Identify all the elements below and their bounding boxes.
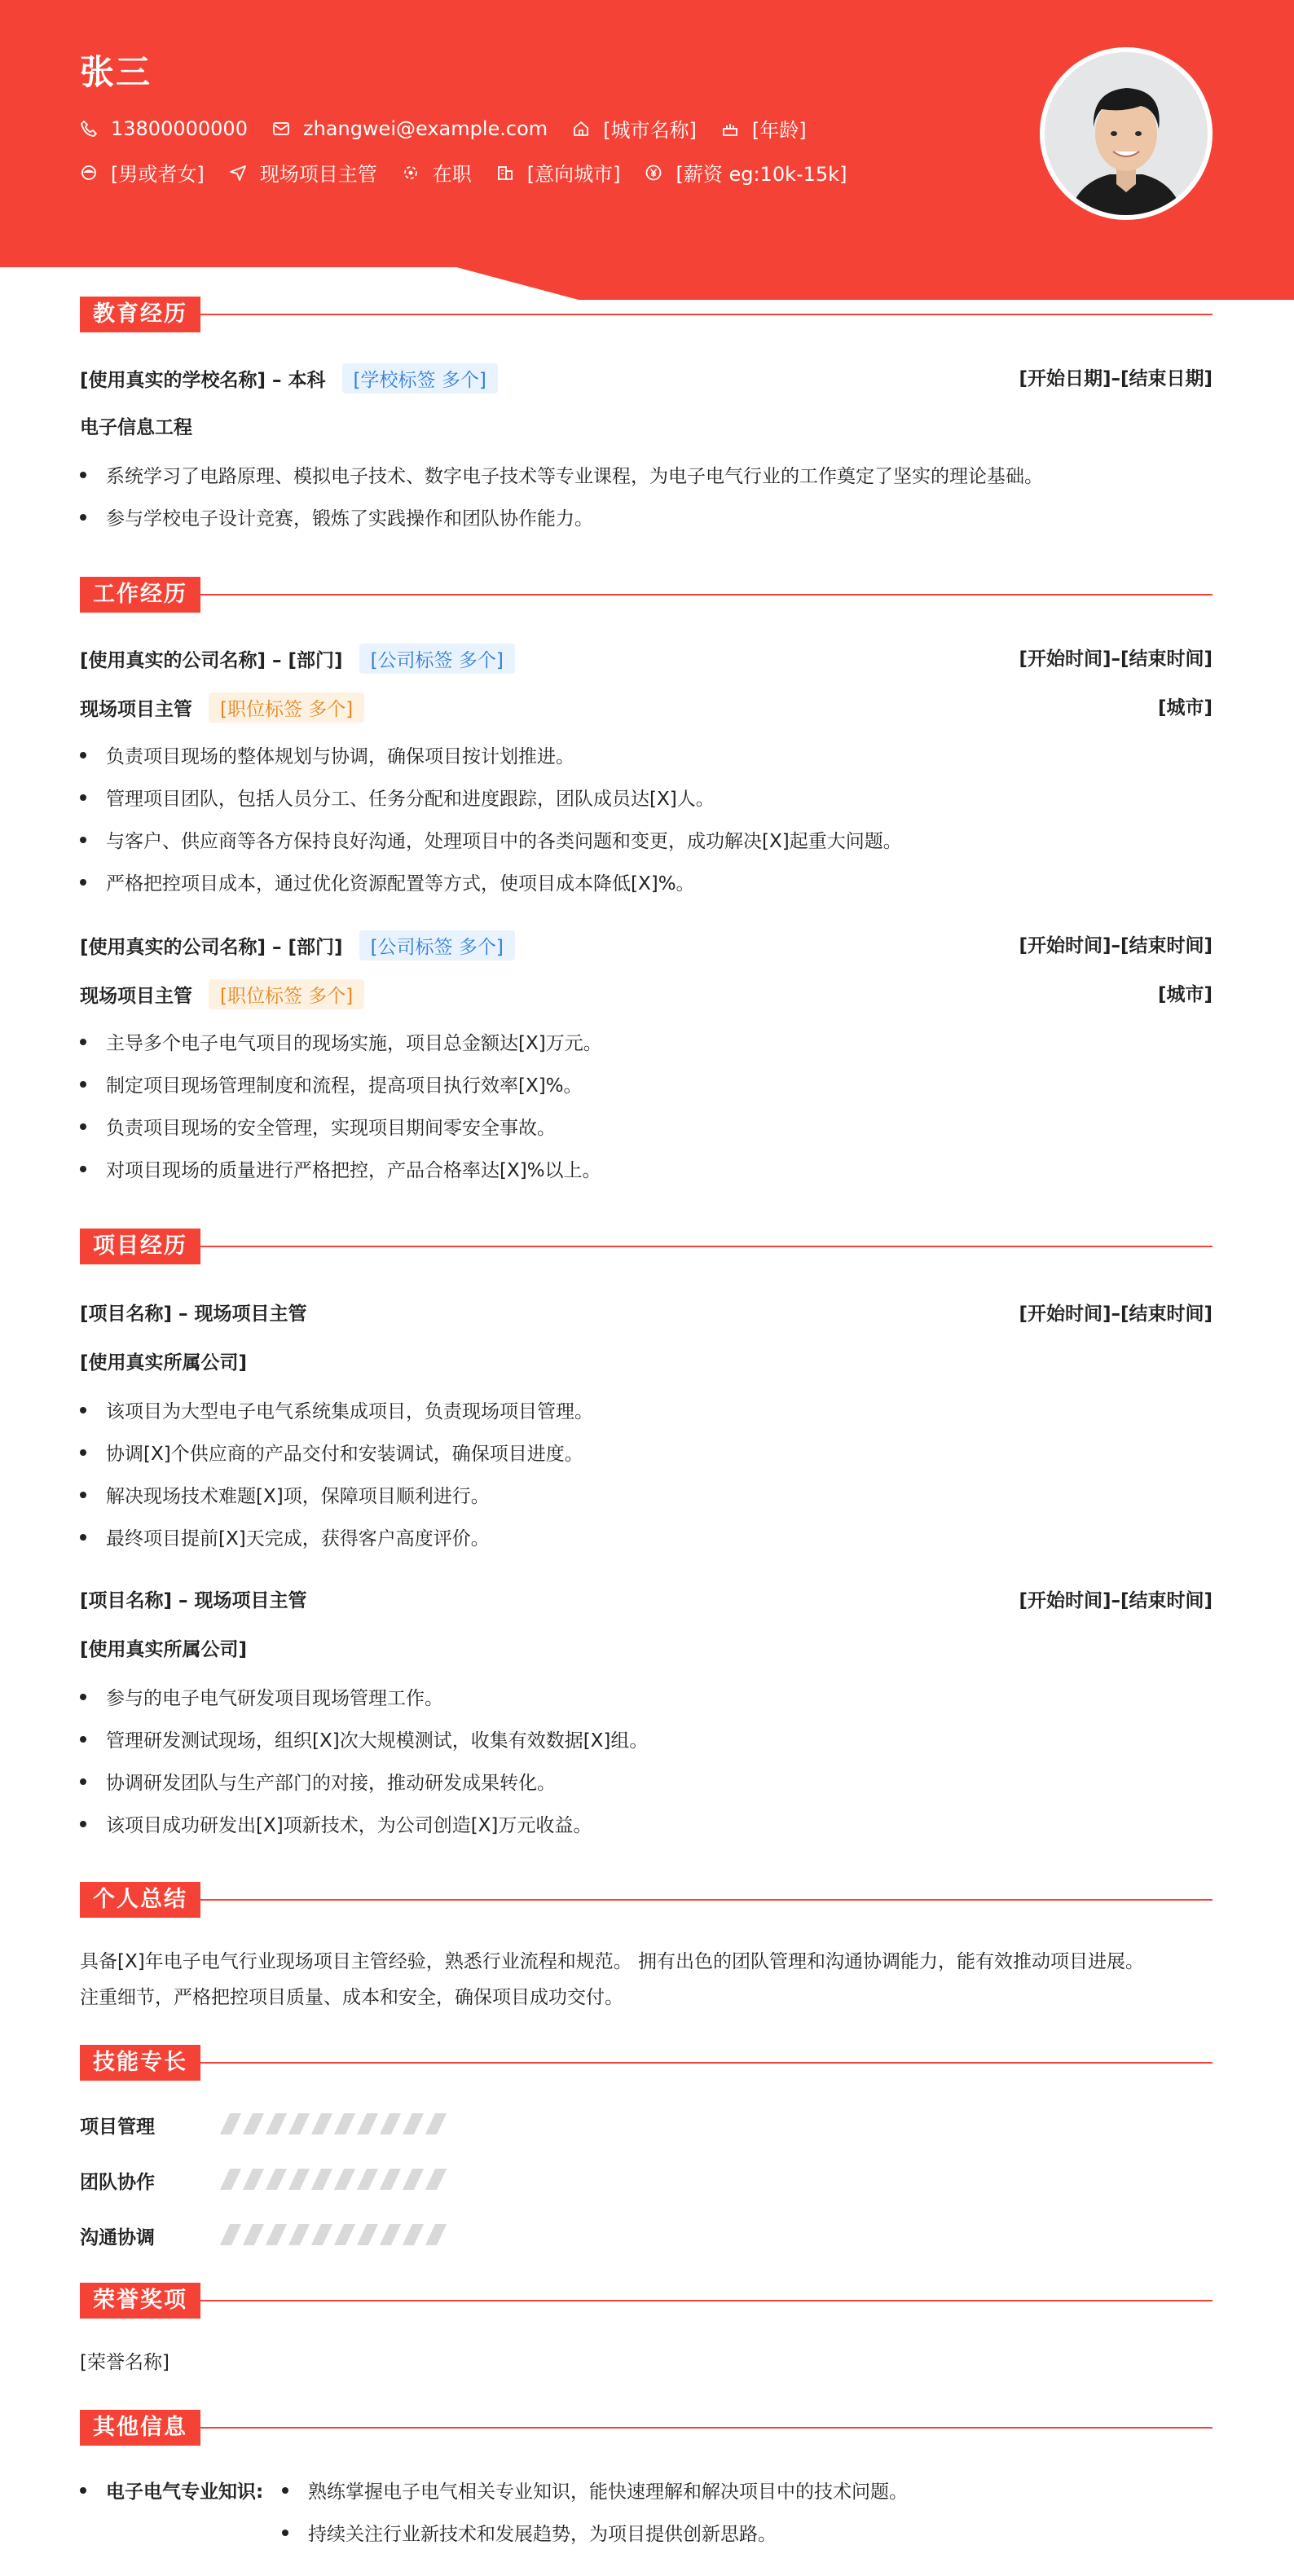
phone-icon (80, 120, 98, 138)
skill-level-bar (225, 2224, 453, 2245)
section-divider (80, 594, 1213, 596)
position-item (229, 158, 377, 187)
job-dates: [开始时间]–[结束时间] (1019, 935, 1213, 956)
phone-item (80, 117, 248, 140)
yen-icon (645, 164, 662, 182)
city-text: [城市名称] (603, 119, 697, 142)
contact-row (80, 114, 831, 143)
company-tag: [公司标签 多个] (359, 930, 515, 961)
mail-icon (272, 120, 290, 138)
project-dates: [开始时间]–[结束时间] (1019, 1590, 1213, 1611)
resume-header (0, 0, 1294, 303)
email-text: zhangwei@example.com (302, 116, 548, 140)
send-icon (229, 164, 247, 182)
skill-name: 沟通协调 (80, 2227, 155, 2249)
section-title: 技能专长 (80, 2045, 200, 2081)
school-tag: [学校标签 多个] (342, 363, 498, 393)
skill-name: 项目管理 (80, 2117, 155, 2138)
other-label: 电子电气专业知识: (106, 2481, 264, 2503)
job-role: 现场项目主管 (80, 699, 192, 720)
section-divider (80, 2062, 1213, 2064)
job-dates: [开始时间]–[结束时间] (1019, 648, 1213, 670)
gender-icon (80, 164, 98, 182)
cake-icon (721, 120, 739, 138)
section-skills (80, 2045, 1213, 2081)
section-divider (80, 2300, 1213, 2301)
gender-item (80, 158, 205, 187)
avatar (1040, 47, 1213, 220)
profile-row (80, 158, 871, 187)
city-item (572, 114, 697, 143)
job-role: 现场项目主管 (80, 986, 192, 1007)
section-summary (80, 1882, 1213, 1918)
section-title: 其他信息 (80, 2410, 200, 2446)
age-text: [年龄] (751, 119, 807, 142)
position-text: 现场项目主管 (259, 163, 377, 186)
project-company: [使用真实所属公司] (80, 1352, 248, 1374)
project-name: [项目名称] – 现场项目主管 (80, 1303, 307, 1325)
role-tag: [职位标签 多个] (209, 979, 364, 1009)
project-company: [使用真实所属公司] (80, 1639, 248, 1660)
target-city-item (496, 158, 621, 187)
section-work (80, 577, 1213, 613)
school-name: [使用真实的学校名称] – 本科 (80, 370, 326, 391)
home-icon (572, 120, 590, 138)
candidate-name: 张三 (80, 52, 152, 92)
age-item (721, 114, 807, 143)
section-title: 工作经历 (80, 577, 200, 613)
section-title: 个人总结 (80, 1882, 200, 1918)
section-education (80, 297, 1213, 332)
salary-text: [薪资 eg:10k-15k] (676, 163, 847, 186)
section-title: 教育经历 (80, 297, 200, 332)
project-name: [项目名称] – 现场项目主管 (80, 1590, 307, 1611)
building-icon (496, 164, 514, 182)
job-city: [城市] (1157, 984, 1213, 1005)
section-honors (80, 2283, 1213, 2319)
company-name: [使用真实的公司名称] – [部门] (80, 650, 343, 671)
section-divider (80, 2427, 1213, 2429)
summary-line: 具备[X]年电子电气行业现场项目主管经验，熟悉行业流程和规范。 拥有出色的团队管理和沟通协调能力，能有效推动项目进展。 (80, 1951, 1145, 1972)
salary-item (645, 158, 847, 187)
status-item (402, 158, 472, 187)
section-title: 项目经历 (80, 1229, 200, 1264)
summary-line: 注重细节，严格把控项目质量、成本和安全，确保项目成功交付。 (80, 1987, 623, 2008)
section-projects (80, 1229, 1213, 1264)
status-text: 在职 (432, 163, 472, 186)
phone-text: 13800000000 (111, 116, 248, 140)
profile-photo (1045, 52, 1208, 215)
section-divider (80, 314, 1213, 315)
project-dates: [开始时间]–[结束时间] (1019, 1303, 1213, 1325)
job-city: [城市] (1157, 697, 1213, 719)
section-title: 荣誉奖项 (80, 2283, 200, 2319)
role-tag: [职位标签 多个] (209, 692, 364, 723)
company-tag: [公司标签 多个] (359, 644, 515, 674)
company-name: [使用真实的公司名称] – [部门] (80, 937, 343, 958)
email-item (272, 117, 548, 140)
skill-name: 团队协作 (80, 2172, 155, 2193)
status-icon (402, 164, 420, 182)
section-divider (80, 1246, 1213, 1247)
target-city-text: [意向城市] (526, 163, 621, 186)
skill-level-bar (225, 2113, 453, 2134)
education-dates: [开始日期]–[结束日期] (1019, 368, 1213, 389)
honor-name: [荣誉名称] (80, 2352, 169, 2373)
major: 电子信息工程 (80, 417, 192, 438)
gender-text: [男或者女] (111, 163, 205, 186)
section-other (80, 2410, 1213, 2446)
skill-level-bar (225, 2169, 453, 2190)
section-divider (80, 1899, 1213, 1901)
